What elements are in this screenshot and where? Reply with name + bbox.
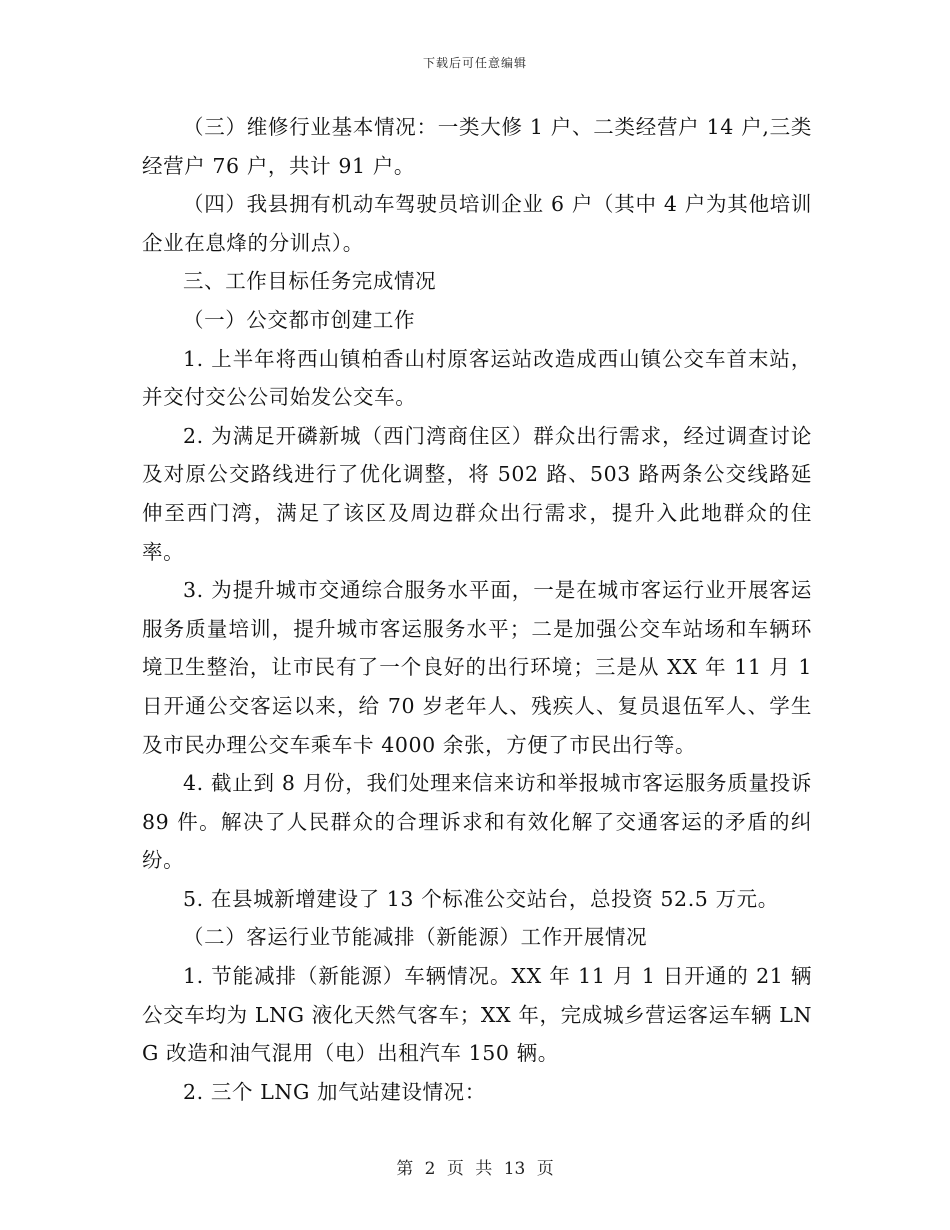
page-header: 下载后可任意编辑 bbox=[422, 56, 527, 70]
paragraph-item-2: 2. 为满足开磷新城（西门湾商住区）群众出行需求，经过调查讨论及对原公交路线进行了优化调整，将 502 路、503 路两条公交线路延伸至西门湾，满足了该区及周边群众出行需求，提升入此地群众的住率。 bbox=[142, 423, 812, 564]
subsection-heading-energy-saving: （二）客运行业节能减排（新能源）工作开展情况 bbox=[183, 925, 648, 950]
paragraph-item-3: 3. 为提升城市交通综合服务水平面，一是在城市客运行业开展客运服务质量培训，提升城市客运服务水平；二是加强公交车站场和车辆环境卫生整治，让市民有了一个良好的出行环境；三是从 XX 年 11 月 1 日开通公交客运以来，给 70 岁老年人、残疾人、复员退伍军人、学生及市民办理公交车乘车卡 4000 余张，方便了市民出行等。 bbox=[142, 578, 812, 757]
document-body bbox=[142, 108, 812, 1111]
page-footer: 第 2 页 共 13 页 bbox=[396, 1159, 554, 1179]
subsection-heading-transit-city: （一）公交都市创建工作 bbox=[183, 307, 416, 332]
paragraph-item-1: 1. 上半年将西山镇柏香山村原客运站改造成西山镇公交车首末站，并交付交公公司始发公交车。 bbox=[142, 346, 812, 410]
section-heading-targets: 三、工作目标任务完成情况 bbox=[183, 269, 437, 294]
paragraph-energy-item-1: 1. 节能减排（新能源）车辆情况。XX 年 11 月 1 日开通的 21 辆公交车均为 LNG 液化天然气客车；XX 年，完成城乡营运客运车辆 LNG 改造和油气混用（电）出租汽车 150 辆。 bbox=[142, 964, 812, 1066]
paragraph-repair-industry: （三）维修行业基本情况：一类大修 1 户、二类经营户 14 户,三类经营户 76 户，共计 91 户。 bbox=[142, 115, 812, 178]
paragraph-item-4: 4. 截止到 8 月份，我们处理来信来访和举报城市客运服务质量投诉 89 件。解决了人民群众的合理诉求和有效化解了交通客运的矛盾的纠纷。 bbox=[142, 771, 812, 873]
paragraph-driver-training: （四）我县拥有机动车驾驶员培训企业 6 户（其中 4 户为其他培训企业在息烽的分训点）。 bbox=[142, 192, 812, 255]
paragraph-energy-item-2: 2. 三个 LNG 加气站建设情况： bbox=[183, 1079, 486, 1104]
paragraph-item-5: 5. 在县城新增建设了 13 个标准公交站台，总投资 52.5 万元。 bbox=[183, 886, 779, 911]
